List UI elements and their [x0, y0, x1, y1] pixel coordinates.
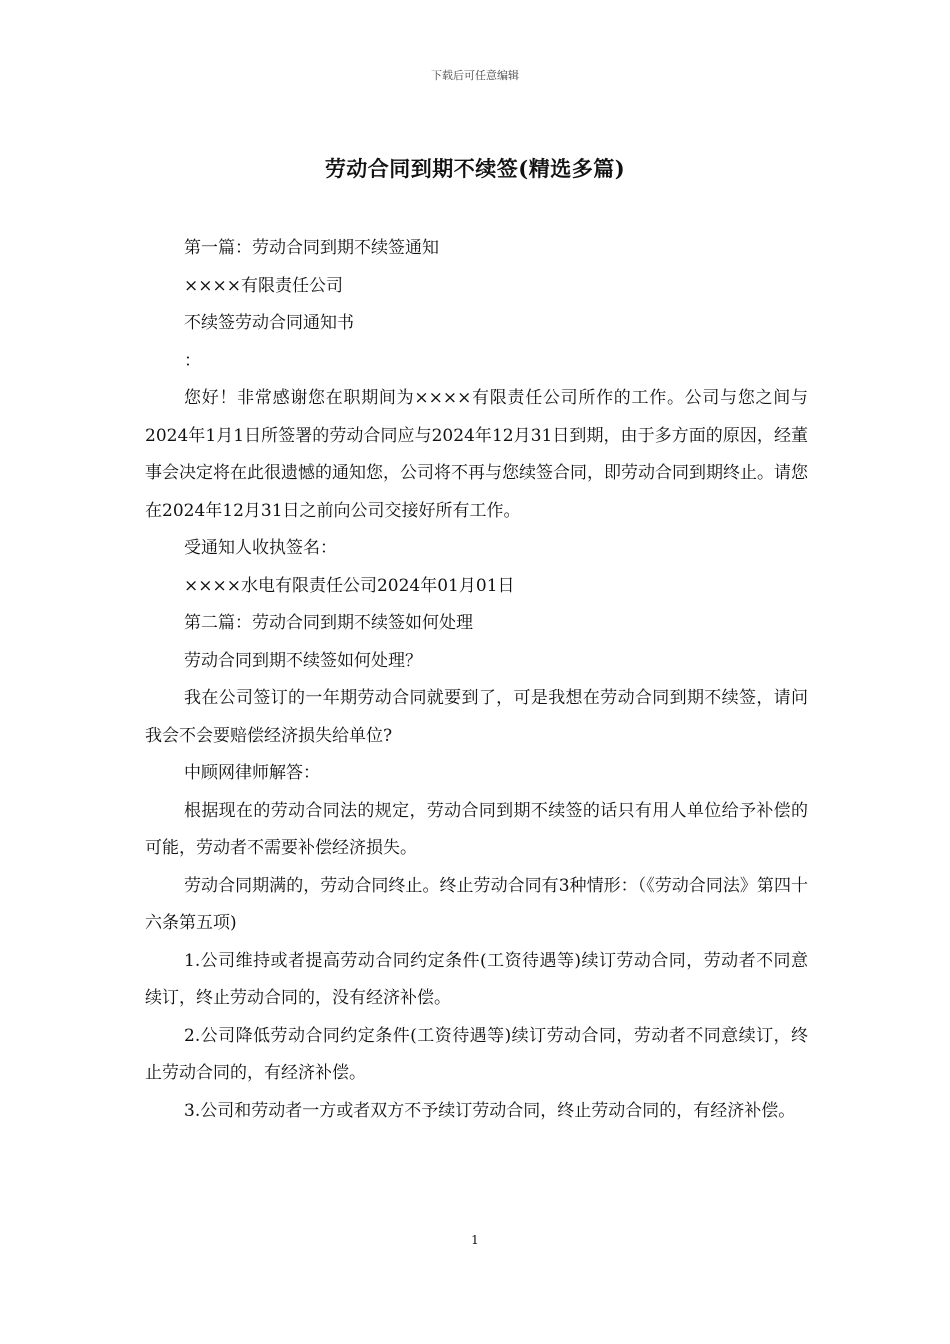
- paragraph: 1.公司维持或者提高劳动合同约定条件(工资待遇等)续订劳动合同，劳动者不同意续订，终止劳动合同的，没有经济补偿。: [145, 950, 808, 1008]
- page-number: 1: [471, 1233, 479, 1247]
- paragraph: 不续签劳动合同通知书: [184, 313, 354, 333]
- paragraph: ：: [184, 350, 201, 371]
- paragraph: 我在公司签订的一年期劳动合同就要到了，可是我想在劳动合同到期不续签，请问我会不会要赔偿经济损失给单位?: [145, 688, 808, 746]
- document-title: 劳动合同到期不续签(精选多篇): [324, 156, 626, 181]
- header-note: 下载后可任意编辑: [431, 69, 519, 82]
- paragraph: 根据现在的劳动合同法的规定，劳动合同到期不续签的话只有用人单位给予补偿的可能，劳动者不需要补偿经济损失。: [145, 800, 808, 858]
- paragraph: 劳动合同到期不续签如何处理？: [184, 650, 422, 671]
- paragraph: 劳动合同期满的，劳动合同终止。终止劳动合同有3种情形：（《劳动合同法》第四十六条第五项): [145, 875, 808, 933]
- paragraph: 受通知人收执签名：: [184, 538, 337, 558]
- paragraph: ××××有限责任公司: [184, 275, 343, 296]
- paragraph: 第二篇：劳动合同到期不续签如何处理: [184, 613, 473, 633]
- paragraph: ××××水电有限责任公司2024年01月01日: [184, 575, 515, 596]
- paragraph: 您好！非常感谢您在职期间为××××有限责任公司所作的工作。公司与您之间与2024年1月1日所签署的劳动合同应与2024年12月31日到期，由于多方面的原因，经董事会决定将在此很遗憾的通知您，公司将不再与您续签合同，即劳动合同到期终止。请您在2024年12月31日之前向公司交接好所有工作。: [145, 388, 808, 521]
- document-body: [145, 230, 808, 1130]
- paragraph: 中顾网律师解答：: [184, 763, 320, 783]
- paragraph: 第一篇：劳动合同到期不续签通知: [184, 238, 439, 258]
- paragraph: 3.公司和劳动者一方或者双方不予续订劳动合同，终止劳动合同的，有经济补偿。: [184, 1100, 796, 1121]
- paragraph: 2.公司降低劳动合同约定条件(工资待遇等)续订劳动合同，劳动者不同意续订，终止劳动合同的，有经济补偿。: [145, 1025, 808, 1083]
